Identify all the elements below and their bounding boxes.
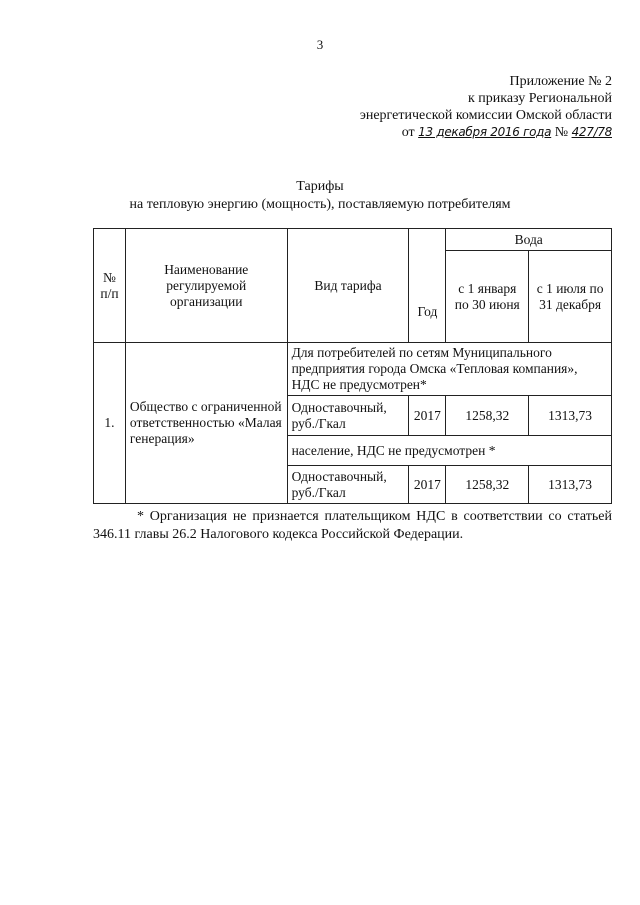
appendix-title: Приложение № 2 xyxy=(509,74,612,89)
title-sub: на тепловую энергию (мощность), поставляемую потребителям xyxy=(129,197,511,212)
header-year: Год xyxy=(409,229,446,343)
appendix-order-ref: к приказу Региональной xyxy=(467,91,612,106)
group1-value-2: 1313,73 xyxy=(529,396,612,436)
header-num: № п/п xyxy=(94,229,126,343)
tariff-table xyxy=(93,228,612,504)
footnote: * Организация не признается плательщиком НДС в соответствии со статьей 346.11 главы 26.2 Налогового кодекса Российской Федерации. xyxy=(93,509,612,542)
group1-year: 2017 xyxy=(409,396,446,436)
header-period-1: с 1 января по 30 июня xyxy=(446,251,529,343)
page-number: 3 xyxy=(316,37,324,52)
row-org-name: Общество с ограниченной ответственностью «Малая генерация» xyxy=(125,343,287,504)
handwritten-number: 427/78 xyxy=(571,125,612,139)
group2-value-2: 1313,73 xyxy=(529,466,612,504)
header-water: Вода xyxy=(446,229,612,251)
handwritten-date: 13 декабря 2016 года xyxy=(418,125,552,139)
title-main: Тарифы xyxy=(296,179,344,194)
group2-label: население, НДС не предусмотрен * xyxy=(287,436,611,466)
from-label: от xyxy=(401,125,415,140)
group1-label: Для потребителей по сетям Муниципального предприятия города Омска «Тепловая компания», НДС не предусмотрен* xyxy=(287,343,611,396)
row-num: 1. xyxy=(94,343,126,504)
appendix-header xyxy=(312,73,612,141)
appendix-commission: энергетической комиссии Омской области xyxy=(359,108,612,123)
header-period-2: с 1 июля по 31 декабря xyxy=(529,251,612,343)
appendix-date-line xyxy=(312,124,612,141)
header-org: Наименование регулируемой организации xyxy=(125,229,287,343)
header-tariff-type: Вид тарифа xyxy=(287,229,409,343)
group2-value-1: 1258,32 xyxy=(446,466,529,504)
group1-value-1: 1258,32 xyxy=(446,396,529,436)
document-title xyxy=(0,178,640,214)
group2-year: 2017 xyxy=(409,466,446,504)
group2-tariff-type: Одноставочный, руб./Гкал xyxy=(287,466,409,504)
number-label: № xyxy=(554,125,569,140)
group1-tariff-type: Одноставочный, руб./Гкал xyxy=(287,396,409,436)
